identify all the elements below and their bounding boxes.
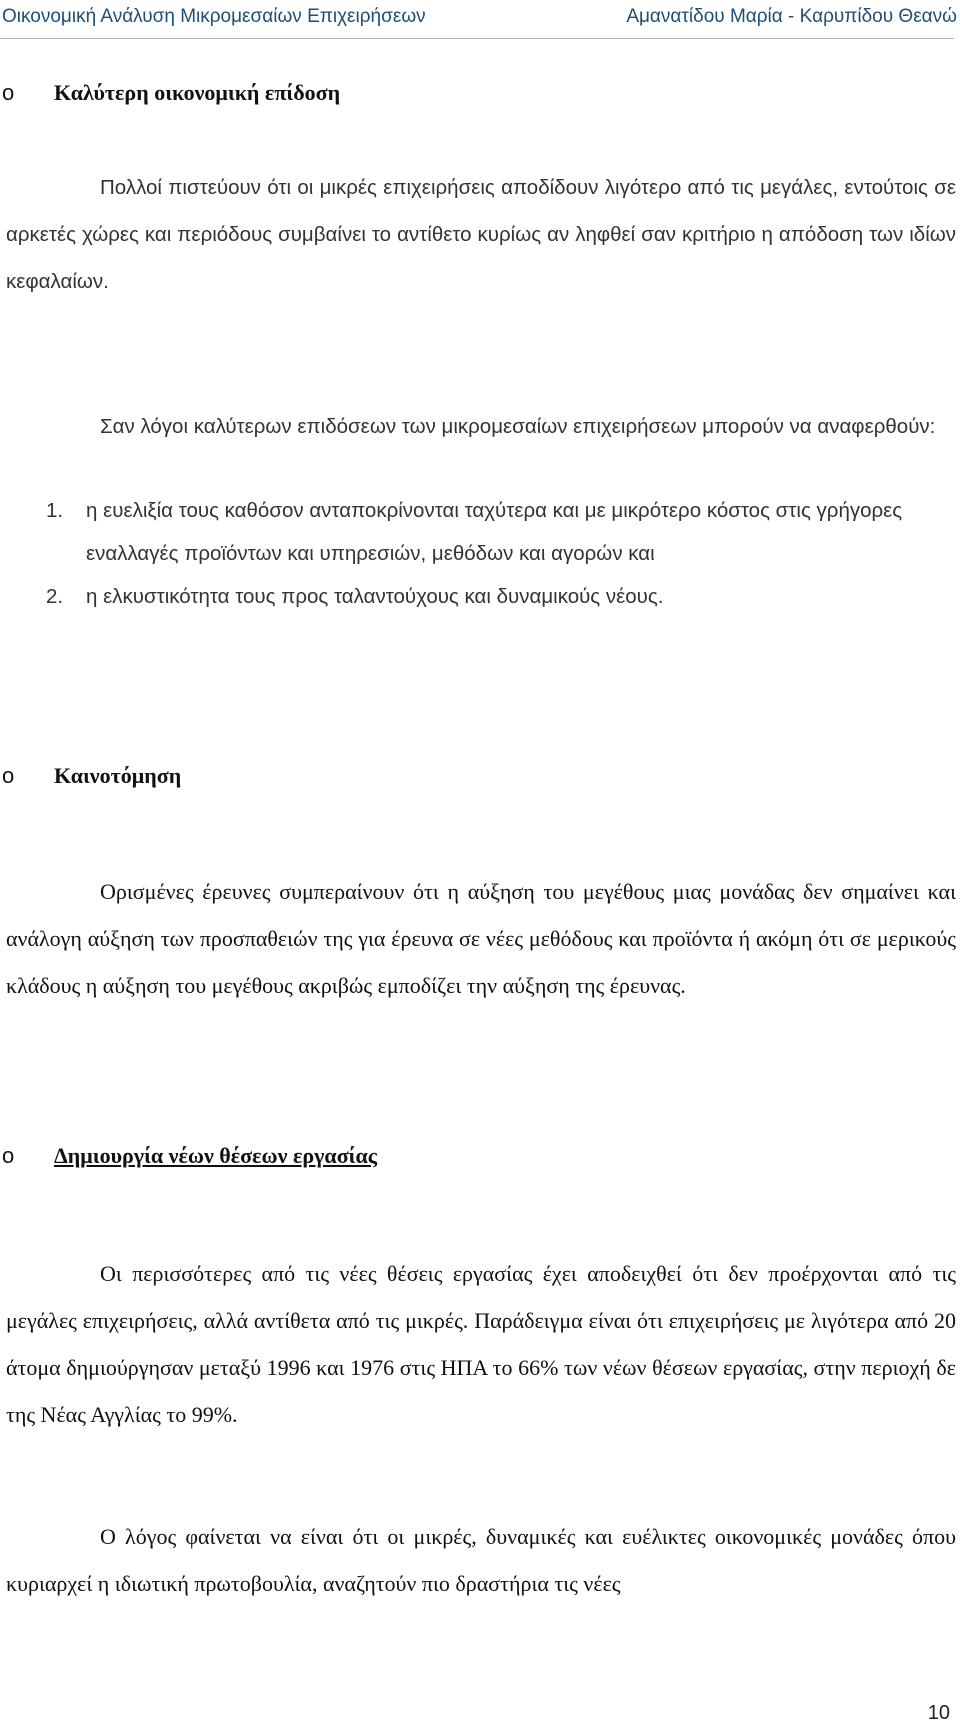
section-heading-performance (0, 80, 340, 106)
list-item-text: η ευελιξία τους καθόσον ανταποκρίνονται ταχύτερα και με μικρότερο κόστος στις γρήγορες εναλλαγές προϊόντων και υπηρεσιών, μεθόδων και αγορών και (86, 499, 903, 565)
section-title: Καλύτερη οικονομική επίδοση (54, 80, 341, 105)
header-document-title: Οικονομική Ανάλυση Μικρομεσαίων Επιχειρήσεων (2, 6, 426, 27)
section-heading-innovation (0, 763, 181, 789)
list-item (0, 489, 950, 575)
list-item-text: η ελκυστικότητα τους προς ταλαντούχους και δυναμικούς νέους. (86, 585, 664, 608)
section-title: Καινοτόμηση (54, 763, 182, 788)
bullet-icon: o (2, 763, 15, 788)
header-divider (0, 38, 954, 39)
paragraph: Ο λόγος φαίνεται να είναι ότι οι μικρές, δυναμικές και ευέλικτες οικονομικές μονάδες όπου κυριαρχεί η ιδιωτική πρωτοβουλία, αναζητούν πιο δραστήρια τις νέες (6, 1524, 956, 1596)
paragraph: Σαν λόγοι καλύτερων επιδόσεων των μικρομεσαίων επιχειρήσεων μπορούν να αναφερθούν: (100, 415, 936, 438)
section-heading-jobs (0, 1143, 377, 1169)
page-number: 10 (927, 1702, 950, 1724)
bullet-icon: o (2, 1143, 15, 1168)
bullet-icon: o (2, 80, 15, 105)
list-item (0, 575, 950, 618)
list-item-number: 2. (46, 585, 64, 608)
paragraph: Ορισμένες έρευνες συμπεραίνουν ότι η αύξηση του μεγέθους μιας μονάδας δεν σημαίνει και ανάλογη αύξηση των προσπαθειών της για έρευνα σε νέες μεθόδους και προϊόντα ή ακόμη ότι σε μερικούς κλάδους η αύξηση του μεγέθους ακριβώς εμποδίζει την αύξηση της έρευνας. (6, 879, 956, 998)
page-header (0, 0, 960, 40)
list-item-number: 1. (46, 499, 64, 522)
paragraph: Οι περισσότερες από τις νέες θέσεις εργασίας έχει αποδειχθεί ότι δεν προέρχονται από τις μεγάλες επιχειρήσεις, αλλά αντίθετα από τις μικρές. Παράδειγμα είναι ότι επιχειρήσεις με λιγότερα από 20 άτομα δημιούργησαν μεταξύ 1996 και 1976 στις ΗΠΑ το 66% των νέων θέσεων εργασίας, στην περιοχή δε της Νέας Αγγλίας το 99%. (6, 1261, 956, 1427)
paragraph: Πολλοί πιστεύουν ότι οι μικρές επιχειρήσεις αποδίδουν λιγότερο από τις μεγάλες, εντούτοις σε αρκετές χώρες και περιόδους συμβαίνει το αντίθετο κυρίως αν ληφθεί σαν κριτήριο η απόδοση των ιδίων κεφαλαίων. (6, 176, 956, 293)
header-authors: Αμανατίδου Μαρία - Καρυπίδου Θεανώ (626, 6, 957, 27)
section-title: Δημιουργία νέων θέσεων εργασίας (54, 1143, 378, 1168)
numbered-list (0, 489, 950, 618)
